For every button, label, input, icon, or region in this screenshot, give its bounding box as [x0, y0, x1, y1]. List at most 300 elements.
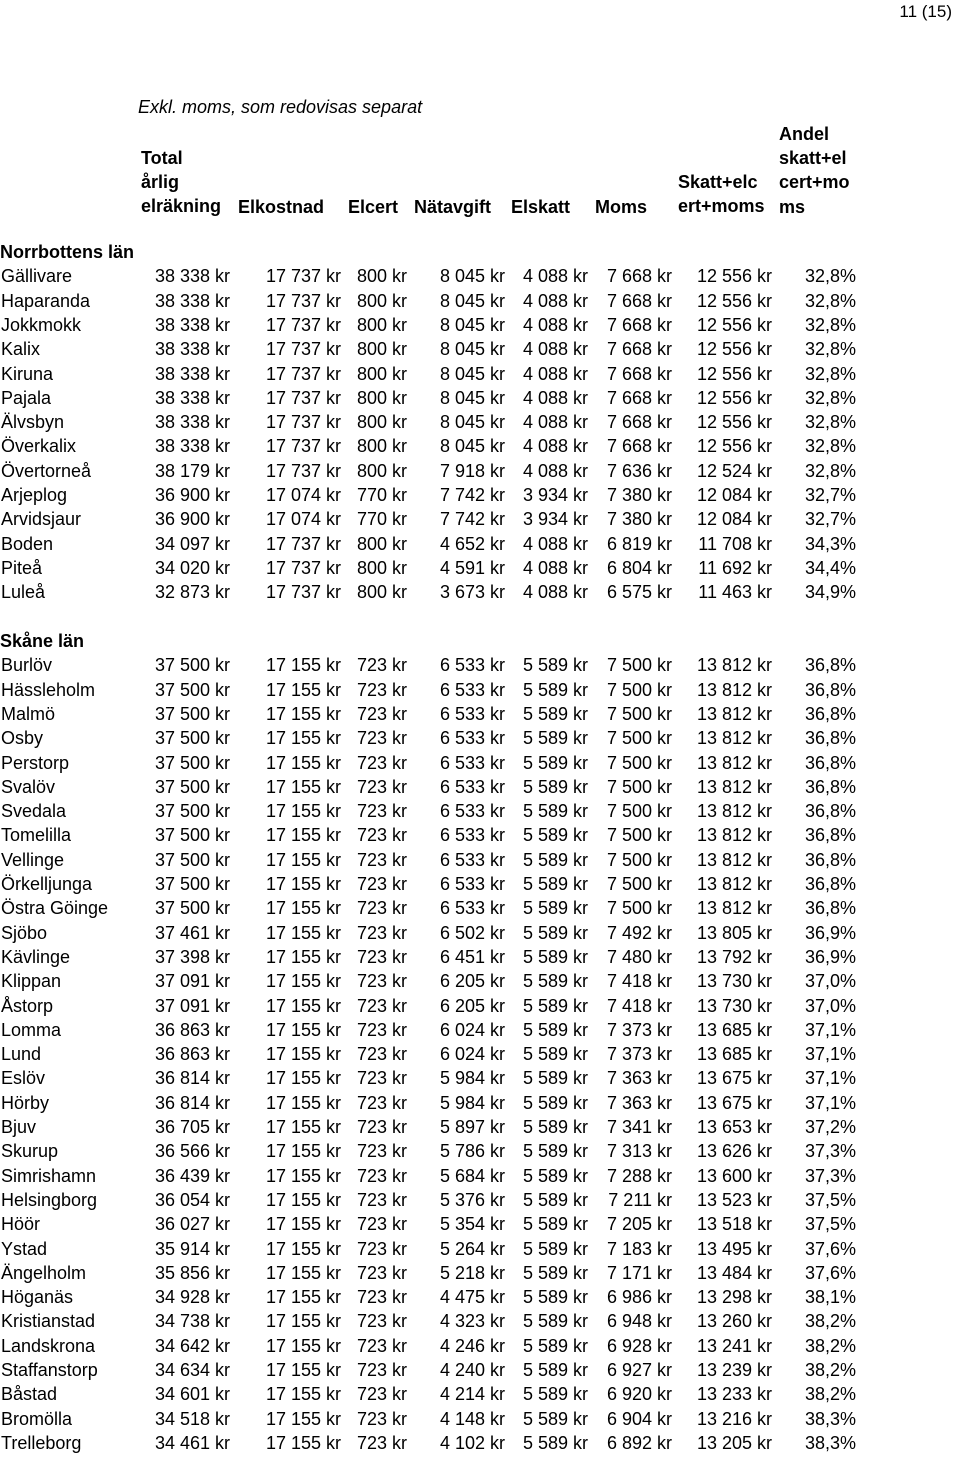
cell-elkostnad: 17 155 kr	[265, 1408, 341, 1429]
cell-skatt-elcert-moms: 13 675 kr	[696, 1068, 772, 1089]
cell-total: 34 518 kr	[154, 1408, 230, 1429]
cell-andel: 38,2%	[804, 1335, 856, 1356]
cell-elcert: 723 kr	[356, 971, 407, 992]
cell-elkostnad: 17 737 kr	[265, 412, 341, 433]
cell-andel: 37,0%	[804, 971, 856, 992]
cell-elskatt: 5 589 kr	[522, 1019, 588, 1040]
cell-elcert: 800 kr	[356, 387, 407, 408]
cell-elkostnad: 17 155 kr	[265, 1092, 341, 1113]
cell-elcert: 723 kr	[356, 1165, 407, 1186]
cell-elcert: 800 kr	[356, 314, 407, 335]
cell-municipality: Skurup	[1, 1141, 59, 1162]
cell-elkostnad: 17 737 kr	[265, 436, 341, 457]
cell-moms: 7 668 kr	[606, 314, 672, 335]
cell-moms: 7 211 kr	[608, 1189, 672, 1210]
cell-total: 36 027 kr	[154, 1214, 230, 1235]
cell-elkostnad: 17 155 kr	[265, 776, 341, 797]
cell-moms: 7 668 kr	[606, 363, 672, 384]
cell-moms: 6 920 kr	[606, 1384, 672, 1405]
cell-skatt-elcert-moms: 13 812 kr	[696, 801, 772, 822]
cell-skatt-elcert-moms: 13 216 kr	[696, 1408, 772, 1429]
cell-elskatt: 3 934 kr	[522, 485, 588, 505]
cell-total: 37 500 kr	[154, 849, 230, 870]
cell-natavgift: 6 533 kr	[439, 874, 505, 894]
cell-skatt-elcert-moms: 13 600 kr	[696, 1165, 772, 1186]
cell-natavgift: 5 897 kr	[439, 1117, 505, 1137]
cell-elkostnad: 17 074 kr	[265, 485, 341, 505]
cell-natavgift: 5 264 kr	[439, 1238, 505, 1259]
cell-andel: 32,7%	[804, 509, 856, 530]
cell-skatt-elcert-moms: 13 812 kr	[696, 703, 772, 724]
cell-total: 37 500 kr	[154, 679, 230, 700]
table-row	[0, 582, 960, 606]
cell-moms: 6 819 kr	[606, 533, 672, 554]
table-row	[0, 1287, 960, 1311]
cell-total: 36 566 kr	[154, 1141, 230, 1162]
cell-elskatt: 5 589 kr	[522, 898, 588, 919]
cell-elcert: 800 kr	[356, 266, 407, 287]
cell-municipality: Åstorp	[1, 995, 54, 1016]
cell-municipality: Helsingborg	[1, 1189, 98, 1210]
cell-elskatt: 5 589 kr	[522, 1165, 588, 1186]
cell-elkostnad: 17 155 kr	[265, 1432, 341, 1453]
cell-municipality: Burlöv	[1, 655, 53, 676]
cell-municipality: Arjeplog	[1, 485, 68, 505]
cell-elcert: 723 kr	[356, 995, 407, 1016]
cell-moms: 7 636 kr	[606, 460, 672, 481]
cell-elkostnad: 17 737 kr	[265, 582, 341, 603]
cell-skatt-elcert-moms: 12 084 kr	[696, 485, 772, 505]
section-heading: Skåne län	[0, 631, 85, 651]
cell-elkostnad: 17 155 kr	[265, 679, 341, 700]
cell-moms: 7 480 kr	[606, 946, 672, 967]
cell-total: 38 338 kr	[154, 412, 230, 433]
cell-municipality: Överkalix	[1, 436, 77, 457]
cell-elskatt: 5 589 kr	[522, 995, 588, 1016]
cell-skatt-elcert-moms: 11 692 kr	[698, 557, 772, 578]
cell-skatt-elcert-moms: 12 556 kr	[696, 436, 772, 457]
cell-elcert: 800 kr	[356, 290, 407, 311]
cell-skatt-elcert-moms: 11 708 kr	[698, 533, 772, 554]
cell-elkostnad: 17 155 kr	[265, 655, 341, 676]
cell-natavgift: 4 475 kr	[439, 1287, 505, 1308]
cell-total: 38 179 kr	[154, 460, 230, 481]
table-row	[0, 1117, 960, 1141]
cell-skatt-elcert-moms: 13 812 kr	[696, 898, 772, 919]
cell-moms: 7 668 kr	[606, 412, 672, 433]
cell-elcert: 723 kr	[356, 1117, 407, 1137]
cell-elkostnad: 17 155 kr	[265, 801, 341, 822]
table-row	[0, 971, 960, 995]
cell-natavgift: 6 024 kr	[439, 1019, 505, 1040]
table-row	[0, 801, 960, 825]
cell-total: 36 705 kr	[154, 1117, 230, 1137]
cell-moms: 7 500 kr	[606, 776, 672, 797]
cell-andel: 32,7%	[804, 485, 856, 505]
cell-skatt-elcert-moms: 11 463 kr	[698, 582, 772, 603]
cell-moms: 7 205 kr	[606, 1214, 672, 1235]
cell-skatt-elcert-moms: 13 518 kr	[696, 1214, 772, 1235]
cell-municipality: Bjuv	[1, 1117, 37, 1137]
cell-elcert: 723 kr	[356, 825, 407, 846]
cell-moms: 6 804 kr	[606, 557, 672, 578]
cell-total: 37 500 kr	[154, 655, 230, 676]
cell-andel: 38,3%	[804, 1432, 856, 1453]
cell-elskatt: 5 589 kr	[522, 1360, 588, 1380]
cell-andel: 36,8%	[804, 655, 856, 676]
cell-elcert: 800 kr	[356, 436, 407, 457]
cell-total: 38 338 kr	[154, 436, 230, 457]
table-row	[0, 947, 960, 971]
cell-elskatt: 5 589 kr	[522, 655, 588, 676]
cell-natavgift: 4 246 kr	[439, 1335, 505, 1356]
cell-skatt-elcert-moms: 13 241 kr	[696, 1335, 772, 1356]
cell-municipality: Eslöv	[1, 1068, 46, 1089]
cell-moms: 6 892 kr	[606, 1432, 672, 1453]
cell-skatt-elcert-moms: 13 260 kr	[696, 1311, 772, 1332]
cell-andel: 32,8%	[804, 266, 856, 287]
cell-natavgift: 4 240 kr	[439, 1360, 505, 1380]
cell-municipality: Simrishamn	[1, 1165, 97, 1186]
cell-total: 38 338 kr	[154, 363, 230, 384]
cell-natavgift: 6 533 kr	[439, 776, 505, 797]
cell-total: 38 338 kr	[154, 266, 230, 287]
cell-elskatt: 5 589 kr	[522, 849, 588, 870]
cell-moms: 7 373 kr	[606, 1019, 672, 1040]
cell-total: 37 500 kr	[154, 752, 230, 773]
cell-skatt-elcert-moms: 13 653 kr	[696, 1117, 772, 1137]
cell-total: 38 338 kr	[154, 290, 230, 311]
cell-skatt-elcert-moms: 13 675 kr	[696, 1092, 772, 1113]
cell-elskatt: 4 088 kr	[522, 412, 588, 433]
cell-elkostnad: 17 155 kr	[265, 1044, 341, 1065]
cell-elcert: 800 kr	[356, 533, 407, 554]
cell-andel: 37,0%	[804, 995, 856, 1016]
cell-total: 37 500 kr	[154, 825, 230, 846]
cell-total: 36 900 kr	[154, 485, 230, 505]
cell-municipality: Arvidsjaur	[1, 509, 82, 530]
cell-skatt-elcert-moms: 12 556 kr	[696, 314, 772, 335]
cell-andel: 36,8%	[804, 728, 856, 749]
cell-elkostnad: 17 155 kr	[265, 898, 341, 919]
cell-total: 34 461 kr	[154, 1432, 230, 1453]
cell-moms: 7 668 kr	[606, 387, 672, 408]
cell-elkostnad: 17 155 kr	[265, 703, 341, 724]
cell-skatt-elcert-moms: 12 556 kr	[696, 339, 772, 360]
cell-total: 38 338 kr	[154, 314, 230, 335]
cell-skatt-elcert-moms: 13 812 kr	[696, 728, 772, 749]
cell-elskatt: 4 088 kr	[522, 387, 588, 408]
cell-elkostnad: 17 155 kr	[265, 874, 341, 894]
cell-natavgift: 7 742 kr	[439, 509, 505, 530]
cell-total: 37 398 kr	[154, 946, 230, 967]
table-row	[0, 1239, 960, 1263]
cell-elskatt: 4 088 kr	[522, 314, 588, 335]
cell-skatt-elcert-moms: 13 233 kr	[696, 1384, 772, 1405]
cell-moms: 6 928 kr	[606, 1335, 672, 1356]
cell-municipality: Osby	[1, 728, 44, 749]
cell-elskatt: 4 088 kr	[522, 290, 588, 311]
cell-andel: 37,1%	[804, 1068, 856, 1089]
cell-elkostnad: 17 155 kr	[265, 1238, 341, 1259]
cell-natavgift: 5 984 kr	[439, 1068, 505, 1089]
cell-natavgift: 4 148 kr	[439, 1408, 505, 1429]
table-row	[0, 291, 960, 315]
cell-total: 36 900 kr	[154, 509, 230, 530]
cell-elkostnad: 17 155 kr	[265, 849, 341, 870]
cell-moms: 7 500 kr	[606, 703, 672, 724]
cell-skatt-elcert-moms: 13 205 kr	[696, 1432, 772, 1453]
table-row	[0, 850, 960, 874]
cell-municipality: Örkelljunga	[1, 874, 93, 894]
cell-elkostnad: 17 737 kr	[265, 533, 341, 554]
cell-elkostnad: 17 737 kr	[265, 290, 341, 311]
cell-municipality: Kiruna	[1, 363, 54, 384]
cell-moms: 7 380 kr	[606, 509, 672, 530]
cell-skatt-elcert-moms: 13 523 kr	[696, 1189, 772, 1210]
cell-skatt-elcert-moms: 13 484 kr	[696, 1262, 772, 1283]
cell-total: 36 814 kr	[154, 1092, 230, 1113]
cell-natavgift: 8 045 kr	[439, 314, 505, 335]
cell-elkostnad: 17 155 kr	[265, 1068, 341, 1089]
cell-elskatt: 5 589 kr	[522, 1287, 588, 1308]
cell-skatt-elcert-moms: 13 730 kr	[696, 995, 772, 1016]
cell-total: 37 500 kr	[154, 801, 230, 822]
cell-natavgift: 6 024 kr	[439, 1044, 505, 1065]
cell-elskatt: 4 088 kr	[522, 557, 588, 578]
cell-elkostnad: 17 155 kr	[265, 1287, 341, 1308]
cell-elkostnad: 17 155 kr	[265, 1311, 341, 1332]
cell-natavgift: 5 218 kr	[439, 1262, 505, 1283]
cell-moms: 7 492 kr	[606, 922, 672, 943]
cell-elskatt: 5 589 kr	[522, 703, 588, 724]
cell-andel: 34,9%	[804, 582, 856, 603]
cell-andel: 34,3%	[804, 533, 856, 554]
cell-elcert: 723 kr	[356, 1238, 407, 1259]
cell-moms: 7 500 kr	[606, 728, 672, 749]
cell-andel: 36,8%	[804, 679, 856, 700]
cell-elcert: 723 kr	[356, 728, 407, 749]
cell-andel: 32,8%	[804, 363, 856, 384]
cell-andel: 36,8%	[804, 752, 856, 773]
cell-skatt-elcert-moms: 13 812 kr	[696, 752, 772, 773]
cell-elskatt: 5 589 kr	[522, 922, 588, 943]
table-row	[0, 898, 960, 922]
cell-skatt-elcert-moms: 13 685 kr	[696, 1019, 772, 1040]
table-row	[0, 728, 960, 752]
cell-moms: 7 418 kr	[606, 971, 672, 992]
cell-elskatt: 5 589 kr	[522, 1432, 588, 1453]
cell-elkostnad: 17 155 kr	[265, 1019, 341, 1040]
cell-elcert: 723 kr	[356, 1384, 407, 1405]
cell-municipality: Landskrona	[1, 1335, 96, 1356]
cell-moms: 6 948 kr	[606, 1311, 672, 1332]
cell-elcert: 723 kr	[356, 801, 407, 822]
cell-skatt-elcert-moms: 13 626 kr	[696, 1141, 772, 1162]
cell-municipality: Piteå	[1, 557, 43, 578]
cell-elkostnad: 17 155 kr	[265, 922, 341, 943]
cell-andel: 36,8%	[804, 825, 856, 846]
cell-skatt-elcert-moms: 13 685 kr	[696, 1044, 772, 1065]
cell-elcert: 723 kr	[356, 703, 407, 724]
cell-elskatt: 5 589 kr	[522, 1384, 588, 1405]
cell-natavgift: 8 045 kr	[439, 290, 505, 311]
cell-skatt-elcert-moms: 12 556 kr	[696, 290, 772, 311]
cell-elkostnad: 17 155 kr	[265, 728, 341, 749]
cell-total: 36 814 kr	[154, 1068, 230, 1089]
cell-elcert: 800 kr	[356, 557, 407, 578]
cell-municipality: Övertorneå	[1, 460, 92, 481]
cell-natavgift: 6 533 kr	[439, 825, 505, 846]
cell-moms: 7 500 kr	[606, 849, 672, 870]
cell-elskatt: 5 589 kr	[522, 1044, 588, 1065]
cell-elskatt: 5 589 kr	[522, 1092, 588, 1113]
cell-elskatt: 5 589 kr	[522, 1238, 588, 1259]
table-row	[0, 704, 960, 728]
cell-andel: 34,4%	[804, 557, 856, 578]
table-row	[0, 1214, 960, 1238]
cell-elcert: 800 kr	[356, 339, 407, 360]
cell-moms: 7 363 kr	[606, 1068, 672, 1089]
cell-natavgift: 6 205 kr	[439, 971, 505, 992]
table-subtitle: Exkl. moms, som redovisas separat	[138, 97, 423, 117]
cell-elkostnad: 17 155 kr	[265, 946, 341, 967]
cell-skatt-elcert-moms: 13 730 kr	[696, 971, 772, 992]
cell-natavgift: 6 533 kr	[439, 752, 505, 773]
header-andel: Andel skatt+el cert+mo ms	[779, 124, 850, 217]
cell-andel: 32,8%	[804, 436, 856, 457]
cell-elcert: 723 kr	[356, 752, 407, 773]
cell-natavgift: 4 323 kr	[439, 1311, 505, 1332]
cell-total: 37 500 kr	[154, 703, 230, 724]
cell-natavgift: 3 673 kr	[439, 582, 505, 603]
cell-municipality: Malmö	[1, 703, 56, 724]
cell-elcert: 723 kr	[356, 1432, 407, 1453]
table-row	[0, 461, 960, 485]
cell-natavgift: 8 045 kr	[439, 266, 505, 287]
cell-moms: 7 500 kr	[606, 825, 672, 846]
cell-andel: 37,5%	[804, 1189, 856, 1210]
cell-andel: 37,1%	[804, 1092, 856, 1113]
cell-moms: 7 171 kr	[606, 1262, 672, 1283]
cell-total: 36 863 kr	[154, 1019, 230, 1040]
cell-andel: 37,1%	[804, 1019, 856, 1040]
cell-andel: 32,8%	[804, 339, 856, 360]
table-row	[0, 1166, 960, 1190]
cell-total: 34 601 kr	[154, 1384, 230, 1405]
table-row	[0, 436, 960, 460]
cell-moms: 6 927 kr	[606, 1360, 672, 1380]
cell-elcert: 723 kr	[356, 1214, 407, 1235]
table-row	[0, 558, 960, 582]
cell-skatt-elcert-moms: 13 805 kr	[696, 922, 772, 943]
cell-skatt-elcert-moms: 13 812 kr	[696, 825, 772, 846]
cell-elkostnad: 17 074 kr	[265, 509, 341, 530]
cell-elcert: 723 kr	[356, 1360, 407, 1380]
cell-elkostnad: 17 155 kr	[265, 1384, 341, 1405]
header-total: Total årlig elräkning	[141, 148, 222, 217]
cell-elskatt: 3 934 kr	[522, 509, 588, 530]
cell-elcert: 770 kr	[356, 485, 407, 505]
cell-elskatt: 5 589 kr	[522, 825, 588, 846]
cell-natavgift: 4 214 kr	[439, 1384, 505, 1405]
header-elkostnad: Elkostnad	[238, 197, 325, 217]
cell-elcert: 800 kr	[356, 582, 407, 603]
cell-total: 38 338 kr	[154, 339, 230, 360]
cell-municipality: Tomelilla	[1, 825, 72, 846]
cell-elcert: 723 kr	[356, 1141, 407, 1162]
cell-natavgift: 7 742 kr	[439, 485, 505, 505]
cell-elcert: 723 kr	[356, 679, 407, 700]
cell-andel: 36,9%	[804, 946, 856, 967]
cell-elkostnad: 17 155 kr	[265, 995, 341, 1016]
cell-total: 34 097 kr	[154, 533, 230, 554]
cell-municipality: Staffanstorp	[1, 1360, 98, 1380]
table-row	[0, 923, 960, 947]
cell-elcert: 723 kr	[356, 946, 407, 967]
table-row	[0, 1336, 960, 1360]
cell-moms: 7 500 kr	[606, 874, 672, 894]
cell-andel: 32,8%	[804, 387, 856, 408]
cell-municipality: Svedala	[1, 801, 67, 822]
cell-elcert: 723 kr	[356, 849, 407, 870]
cell-elskatt: 4 088 kr	[522, 582, 588, 603]
cell-andel: 37,2%	[804, 1117, 856, 1137]
cell-natavgift: 6 533 kr	[439, 679, 505, 700]
header-skatt: Skatt+elc ert+moms	[678, 172, 765, 217]
cell-andel: 37,6%	[804, 1238, 856, 1259]
cell-moms: 7 363 kr	[606, 1092, 672, 1113]
cell-elcert: 723 kr	[356, 776, 407, 797]
cell-skatt-elcert-moms: 13 812 kr	[696, 679, 772, 700]
cell-total: 36 863 kr	[154, 1044, 230, 1065]
cell-municipality: Perstorp	[1, 752, 70, 773]
cell-elkostnad: 17 737 kr	[265, 266, 341, 287]
cell-elcert: 723 kr	[356, 1311, 407, 1332]
cell-elskatt: 5 589 kr	[522, 1262, 588, 1283]
table-row	[0, 655, 960, 679]
cell-elskatt: 5 589 kr	[522, 679, 588, 700]
cell-skatt-elcert-moms: 13 239 kr	[696, 1360, 772, 1380]
header-moms: Moms	[595, 197, 648, 217]
cell-total: 34 928 kr	[154, 1287, 230, 1308]
cell-elskatt: 5 589 kr	[522, 1117, 588, 1137]
cell-total: 36 054 kr	[154, 1189, 230, 1210]
table-row	[0, 1433, 960, 1457]
table-row	[0, 1409, 960, 1433]
cell-elskatt: 5 589 kr	[522, 1214, 588, 1235]
cell-moms: 7 500 kr	[606, 655, 672, 676]
cell-andel: 36,9%	[804, 922, 856, 943]
cell-municipality: Bromölla	[1, 1408, 73, 1429]
cell-elkostnad: 17 155 kr	[265, 752, 341, 773]
cell-municipality: Svalöv	[1, 776, 56, 797]
table-row	[0, 1263, 960, 1287]
cell-skatt-elcert-moms: 12 556 kr	[696, 363, 772, 384]
cell-andel: 38,2%	[804, 1311, 856, 1332]
table-row	[0, 1384, 960, 1408]
cell-municipality: Sjöbo	[1, 922, 48, 943]
cell-municipality: Höganäs	[1, 1287, 74, 1308]
cell-moms: 7 183 kr	[606, 1238, 672, 1259]
cell-elcert: 723 kr	[356, 1092, 407, 1113]
cell-elkostnad: 17 155 kr	[265, 1262, 341, 1283]
cell-elkostnad: 17 155 kr	[265, 1117, 341, 1137]
cell-skatt-elcert-moms: 13 495 kr	[696, 1238, 772, 1259]
cell-municipality: Kristianstad	[1, 1311, 96, 1332]
cell-total: 37 500 kr	[154, 874, 230, 894]
cell-elcert: 723 kr	[356, 1044, 407, 1065]
